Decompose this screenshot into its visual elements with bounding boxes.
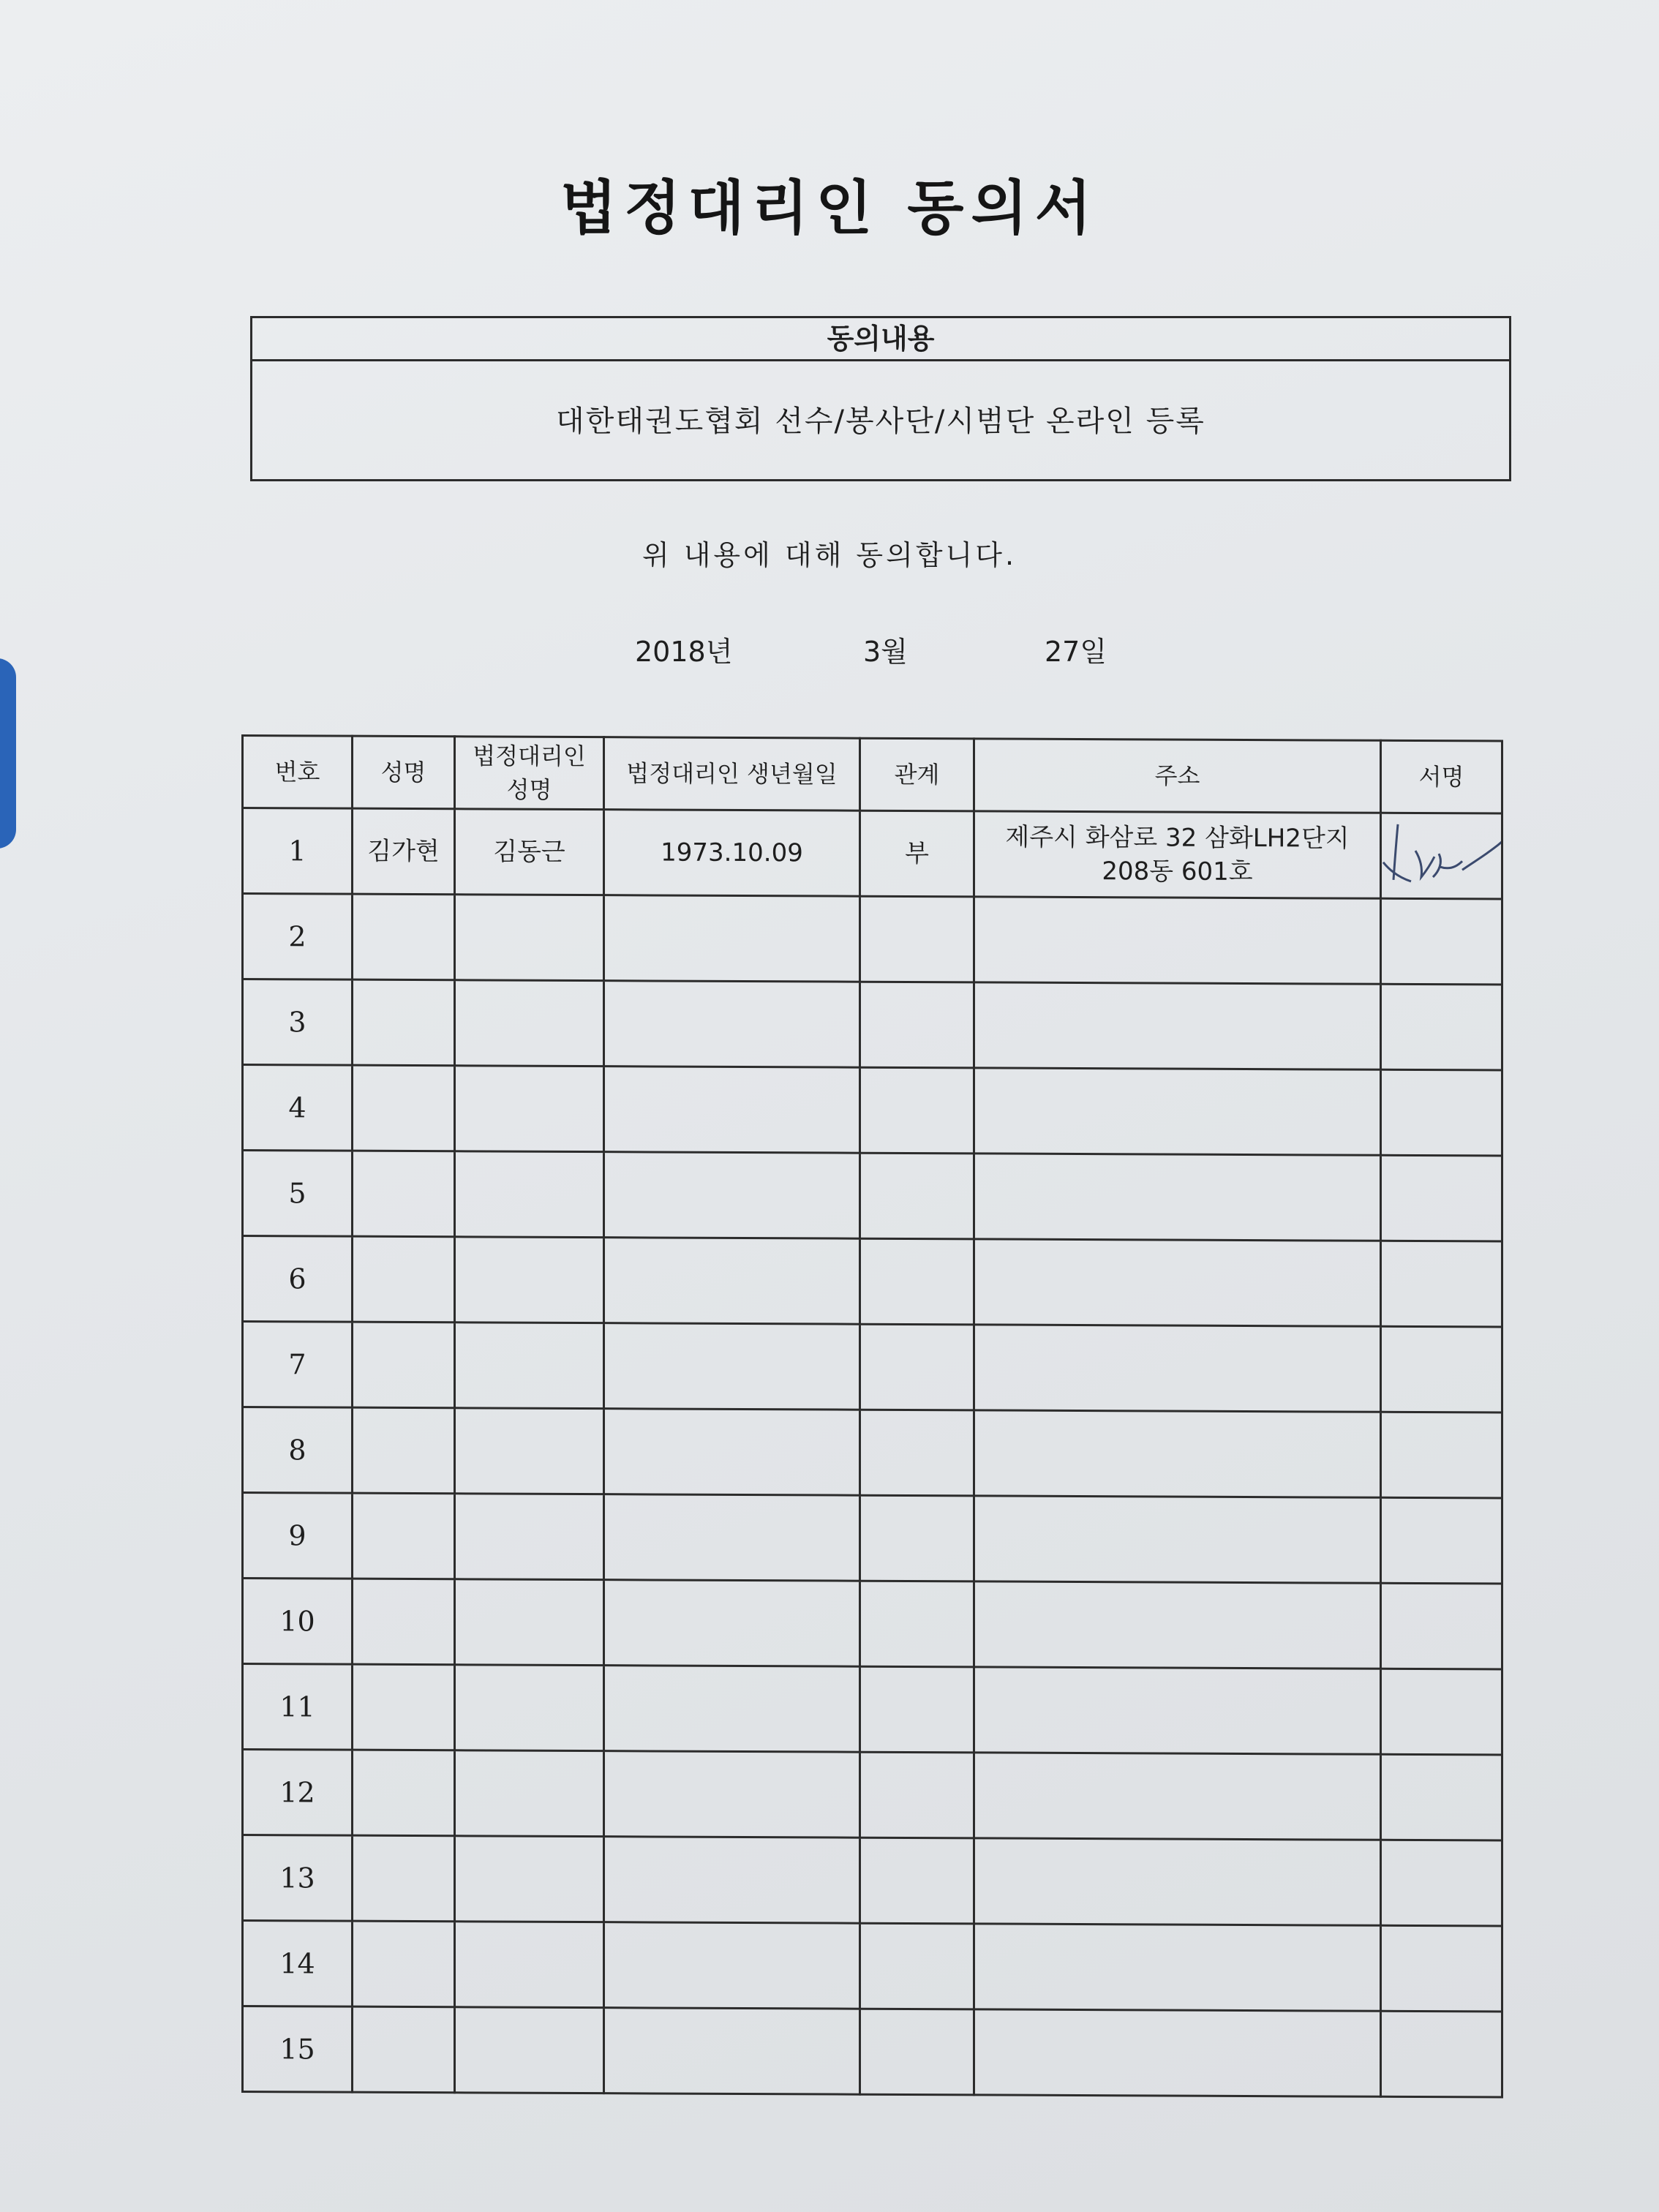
cell-number: 4 (243, 1065, 353, 1151)
cell-guardian-birth (604, 895, 860, 982)
cell-guardian-birth (604, 1066, 860, 1154)
cell-address (974, 1667, 1381, 1754)
cell-address (974, 1068, 1381, 1155)
cell-relation (860, 1495, 974, 1581)
cell-name (353, 1151, 455, 1237)
cell-name (353, 1065, 455, 1151)
cell-relation (860, 1324, 974, 1410)
cell-guardian-name (455, 1750, 604, 1837)
cell-address (974, 897, 1381, 984)
blue-object-edge (0, 658, 16, 849)
table-row (243, 808, 1502, 900)
cell-address (974, 1496, 1381, 1583)
cell-signature (1381, 1412, 1502, 1498)
cell-signature (1381, 1925, 1502, 2012)
cell-guardian-birth (604, 1666, 860, 1753)
cell-number: 3 (243, 979, 353, 1066)
column-header-guardian-birth: 법정대리인 생년월일 (604, 737, 860, 811)
consent-content: 대한태권도협회 선수/봉사단/시범단 온라인 등록 (556, 405, 1205, 438)
cell-signature (1381, 1241, 1502, 1327)
cell-name (353, 1236, 455, 1323)
cell-guardian-birth (604, 1922, 860, 2009)
cell-signature (1381, 1155, 1502, 1241)
cell-relation (860, 1923, 974, 2009)
cell-number: 9 (243, 1493, 353, 1579)
table-row (243, 1921, 1502, 2012)
cell-address (974, 2009, 1381, 2096)
cell-relation (860, 1837, 974, 1924)
cell-guardian-birth (604, 1494, 860, 1581)
cell-guardian-name (455, 1323, 604, 1409)
agreement-statement: 위 내용에 대해 동의합니다. (642, 539, 1017, 571)
column-header-signature: 서명 (1381, 740, 1502, 813)
cell-signature (1381, 1583, 1502, 1669)
cell-guardian-name (455, 1494, 604, 1580)
date-year: 2018년 (635, 636, 733, 668)
cell-guardian-name (455, 895, 604, 981)
cell-signature (1381, 898, 1502, 985)
table-row (243, 1407, 1502, 1499)
cell-guardian-birth (604, 1751, 860, 1838)
table-row (243, 2006, 1502, 2098)
column-header-address: 주소 (974, 739, 1381, 813)
table-header-row (243, 736, 1502, 814)
table-row (243, 979, 1502, 1071)
cell-address (974, 1753, 1381, 1840)
cell-signature (1381, 1754, 1502, 1840)
cell-signature (1381, 984, 1502, 1070)
cell-relation (860, 1581, 974, 1667)
cell-guardian-name (455, 1066, 604, 1152)
cell-relation (860, 1410, 974, 1496)
cell-guardian-name (455, 1922, 604, 2008)
cell-signature (1381, 813, 1502, 899)
cell-signature (1381, 1497, 1502, 1584)
table-row (243, 1236, 1502, 1328)
cell-guardian-name (455, 1237, 604, 1323)
cell-name (353, 1921, 455, 2007)
cell-guardian-birth: 1973.10.09 (604, 810, 860, 897)
cell-name (353, 1664, 455, 1750)
cell-name (353, 1835, 455, 1922)
cell-signature (1381, 1669, 1502, 1755)
table-row (243, 894, 1502, 985)
table-row (243, 1664, 1502, 1756)
cell-number: 13 (243, 1835, 353, 1922)
cell-signature (1381, 1840, 1502, 1926)
cell-number: 5 (243, 1151, 353, 1237)
cell-number: 2 (243, 894, 353, 980)
cell-guardian-name (455, 1408, 604, 1494)
cell-relation (860, 1238, 974, 1325)
cell-guardian-birth (604, 1152, 860, 1239)
table-row (243, 1151, 1502, 1242)
cell-guardian-birth (604, 2008, 860, 2095)
date-day: 27일 (1045, 636, 1107, 668)
table-row (243, 1835, 1502, 1927)
cell-number: 15 (243, 2006, 353, 2093)
cell-address (974, 1154, 1381, 1241)
handwritten-signature (1381, 819, 1502, 899)
cell-signature (1381, 1326, 1502, 1412)
cell-name: 김가현 (353, 808, 455, 895)
cell-signature (1381, 1069, 1502, 1156)
column-header-relation: 관계 (860, 738, 974, 811)
cell-name (353, 2006, 455, 2093)
cell-number: 7 (243, 1322, 353, 1408)
column-header-number: 번호 (243, 736, 353, 809)
cell-guardian-name (455, 1579, 604, 1666)
cell-name (353, 1322, 455, 1408)
cell-address (974, 1410, 1381, 1497)
cell-name (353, 1493, 455, 1579)
document-title: 법정대리인 동의서 (560, 174, 1099, 242)
cell-guardian-name (455, 1665, 604, 1751)
cell-relation (860, 982, 974, 1068)
cell-name (353, 1579, 455, 1665)
cell-guardian-birth (604, 1409, 860, 1496)
cell-name (353, 894, 455, 980)
table-row (243, 1322, 1502, 1413)
cell-relation (860, 896, 974, 982)
cell-name (353, 1407, 455, 1494)
cell-number: 11 (243, 1664, 353, 1750)
table-row (243, 1579, 1502, 1670)
consent-box (250, 316, 1511, 481)
cell-signature (1381, 2011, 1502, 2097)
cell-relation (860, 2009, 974, 2095)
cell-guardian-name (455, 1836, 604, 1922)
cell-relation (860, 1752, 974, 1838)
cell-relation: 부 (860, 810, 974, 897)
cell-address (974, 1924, 1381, 2011)
cell-number: 6 (243, 1236, 353, 1323)
table-row (243, 1493, 1502, 1584)
cell-name (353, 979, 455, 1066)
table-row (243, 1065, 1502, 1156)
cell-guardian-birth (604, 981, 860, 1068)
cell-guardian-name: 김동근 (455, 809, 604, 895)
cell-guardian-name (455, 1151, 604, 1238)
cell-number: 1 (243, 808, 353, 895)
cell-address: 제주시 화삼로 32 삼화LH2단지 208동 601호 (974, 811, 1381, 898)
cell-relation (860, 1153, 974, 1239)
column-header-guardian-name: 법정대리인 성명 (455, 737, 604, 810)
cell-address (974, 1838, 1381, 1925)
cell-address (974, 1325, 1381, 1412)
cell-number: 8 (243, 1407, 353, 1494)
cell-guardian-name (455, 980, 604, 1066)
cell-guardian-birth (604, 1323, 860, 1410)
cell-relation (860, 1666, 974, 1753)
date-month: 3월 (863, 636, 908, 668)
cell-number: 12 (243, 1750, 353, 1836)
cell-name (353, 1750, 455, 1836)
cell-guardian-birth (604, 1238, 860, 1325)
cell-guardian-birth (604, 1837, 860, 1924)
cell-number: 10 (243, 1579, 353, 1665)
guardian-table (241, 734, 1503, 2099)
cell-address (974, 1239, 1381, 1326)
cell-relation (860, 1067, 974, 1154)
cell-address (974, 1581, 1381, 1669)
cell-address (974, 982, 1381, 1069)
cell-guardian-birth (604, 1580, 860, 1667)
cell-number: 14 (243, 1921, 353, 2007)
column-header-name: 성명 (353, 736, 455, 809)
cell-guardian-name (455, 2007, 604, 2094)
consent-header: 동의내용 (252, 318, 1509, 361)
table-row (243, 1750, 1502, 1841)
date-line (0, 629, 1659, 673)
